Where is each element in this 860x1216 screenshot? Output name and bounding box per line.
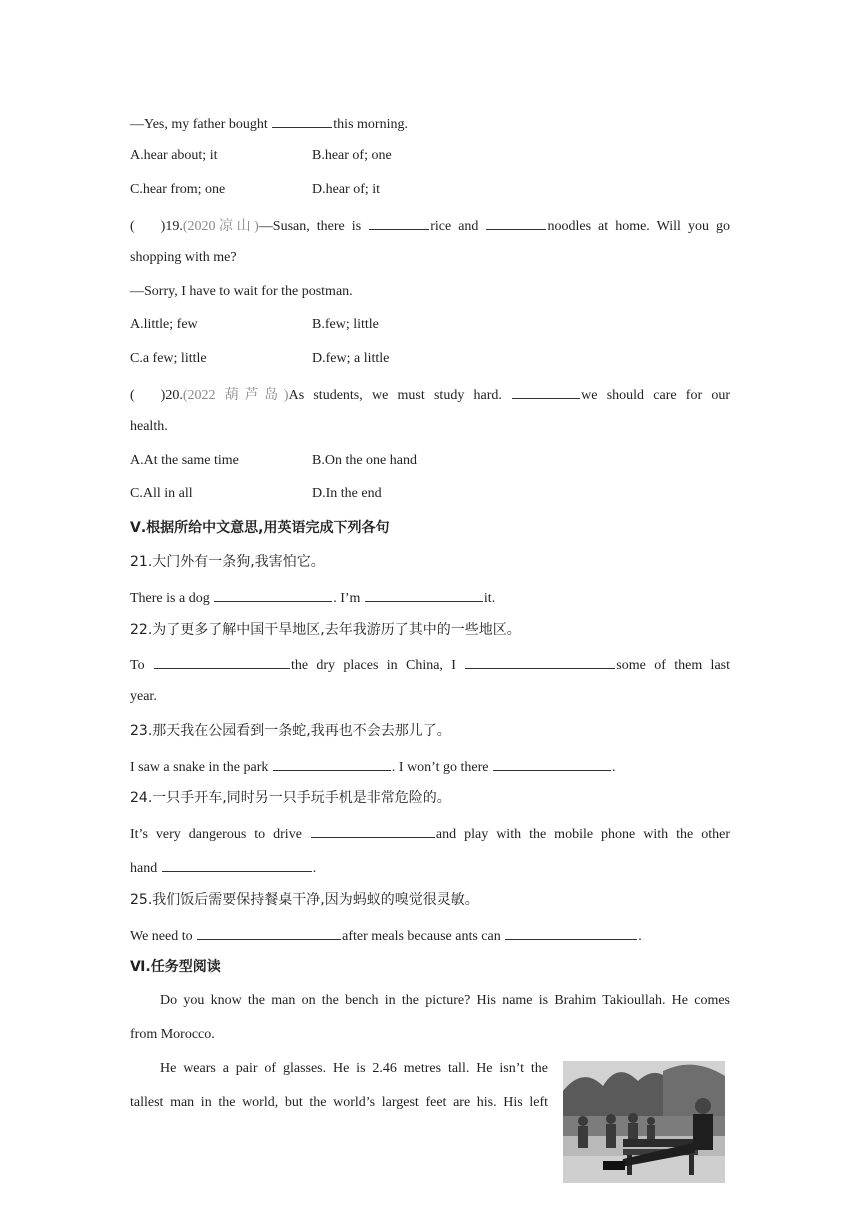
q19-options-row-2 [130,350,730,368]
q25-text-a: We need to [130,929,197,944]
blank[interactable] [493,756,611,771]
blank[interactable] [369,215,429,230]
q22-text-a: To [130,658,153,673]
section-6-title: Ⅵ.任务型阅读 [130,959,221,975]
q23-chinese: 23.那天我在公园看到一条蛇,我再也不会去那儿了。 [130,723,451,739]
q20-option-a: A.At the same time [130,453,239,468]
blank[interactable] [272,113,332,128]
q21-text-b: . I’m [333,591,364,606]
q22-chinese: 22.为了更多了解中国干旱地区,去年我游历了其中的一些地区。 [130,622,521,638]
q22-text-c: some of them last [616,658,730,673]
q18-answer-suffix: this morning. [333,117,408,132]
q20-paren: ( [130,388,135,403]
reading-p1-line1: Do you know the man on the bench in the picture? His name is Brahim Takioullah. He comes [160,993,730,1008]
q23-english [130,756,730,777]
reading-p1-line2: from Morocco. [130,1027,215,1042]
q19-options-row-1 [130,316,730,334]
q24-chinese: 24.一只手开车,同时另一只手玩手机是非常危险的。 [130,790,451,806]
q19-paren: ( [130,219,135,234]
reading-p2-line1: He wears a pair of glasses. He is 2.46 metres tall. He isn’t the [160,1061,548,1076]
blank[interactable] [512,384,580,399]
q25-text-c: . [638,929,642,944]
q22-english [130,654,730,675]
q21-chinese: 21.大门外有一条狗,我害怕它。 [130,554,325,570]
q19-option-a: A.little; few [130,317,198,332]
q20-number: )20. [160,388,183,403]
q20-options-row-2 [130,485,730,503]
q18-option-a: A.hear about; it [130,148,218,163]
q19-text-a: —Susan, there is [258,219,369,234]
q24-text-d: . [312,861,317,876]
q19-option-d: D.few; a little [312,351,390,366]
blank[interactable] [311,823,435,838]
q20-option-b: B.On the one hand [312,453,417,468]
blank[interactable] [505,925,637,940]
q23-text-b: . I won’t go there [391,760,492,775]
q24-text-b: and play with the mobile phone with the other [435,827,730,842]
q18-options-row-2 [130,181,730,199]
blank[interactable] [273,756,391,771]
q25-text-b: after meals because ants can [342,929,505,944]
q24-text-c: hand [130,861,161,876]
q19-text-b: rice and [430,219,486,234]
q20-text-a: As students, we must study hard. [288,388,512,403]
q19-stem [130,215,730,236]
q21-text-c: it. [483,591,496,606]
reading-p2-line2: tallest man in the world, but the world’s largest feet are his. His left [130,1095,548,1110]
q19-source: (2020凉山) [182,219,259,234]
q24-english-line2 [130,857,730,878]
q21-english [130,587,730,608]
q19-option-c: C.a few; little [130,351,207,366]
q22-english-line2: year. [130,689,157,704]
q20-option-d: D.In the end [312,486,382,501]
blank[interactable] [154,654,290,669]
q18-answer-prefix: —Yes, my father bought [130,117,272,132]
blank[interactable] [214,587,332,602]
q19-stem-line2: shopping with me? [130,250,237,265]
q20-option-c: C.All in all [130,486,193,501]
q20-text-b: we should care for our [581,388,731,403]
blank[interactable] [162,857,312,872]
q20-source: (2022 葫芦岛) [182,388,289,403]
q23-text-a: I saw a snake in the park [130,760,272,775]
q18-option-b: B.hear of; one [312,148,392,163]
bench-photo [563,1061,725,1183]
q18-option-c: C.hear from; one [130,182,226,197]
q18-answer-line [130,113,730,134]
q20-stem [130,384,730,405]
blank[interactable] [486,215,546,230]
q18-options-row-1 [130,147,730,165]
blank[interactable] [365,587,483,602]
q24-text-a: It’s very dangerous to drive [130,827,310,842]
q19-number: )19. [160,219,183,234]
q19-option-b: B.few; little [312,317,379,332]
q19-reply: —Sorry, I have to wait for the postman. [130,284,353,299]
section-5-title: Ⅴ.根据所给中文意思,用英语完成下列各句 [130,520,390,536]
q22-text-b: the dry places in China, I [290,658,465,673]
q25-chinese: 25.我们饭后需要保持餐桌干净,因为蚂蚁的嗅觉很灵敏。 [130,892,479,908]
q25-english [130,925,730,946]
blank[interactable] [197,925,341,940]
q19-text-c: noodles at home. Will you go [547,219,731,234]
q20-stem-line2: health. [130,419,168,434]
q24-english [130,823,730,844]
q21-text-a: There is a dog [130,591,214,606]
blank[interactable] [465,654,615,669]
q20-options-row-1 [130,452,730,470]
q23-text-c: . [611,760,616,775]
q18-option-d: D.hear of; it [312,182,381,197]
